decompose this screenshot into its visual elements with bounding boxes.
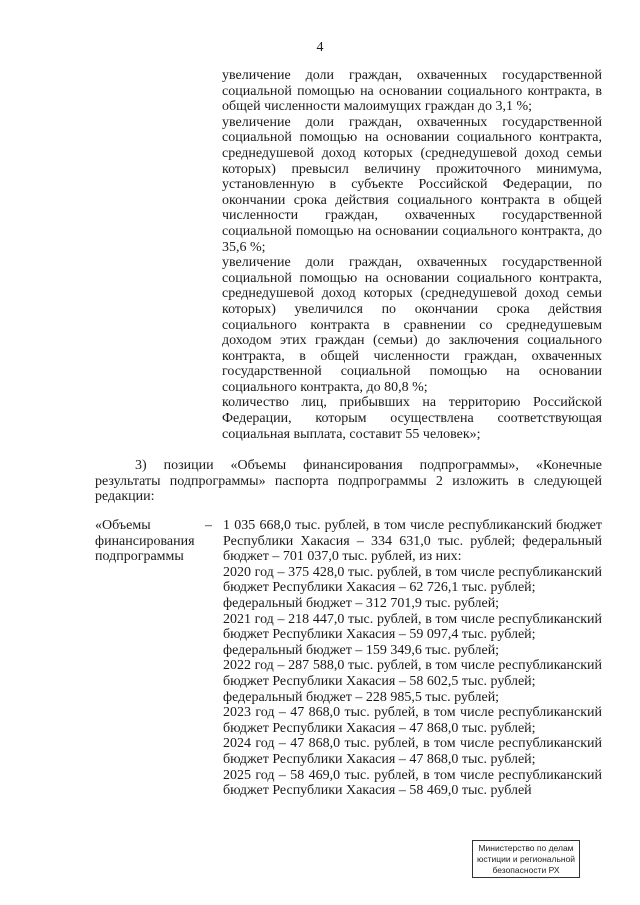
list-item: увеличение доли граждан, охваченных государственной социальной помощью на основании социального контракта, среднедушевой доход которых (среднедушевой доход семьи которых) превысил величину прожиточного минимума, установленную в субъекте Российской Федерации, по окончании срока действия социального контракта в общей численности граждан, охваченных государственной социальной помощью на основании социального контракта, до 35,6 %; bbox=[222, 114, 602, 255]
stamp-line: Министерство по делам bbox=[478, 843, 574, 853]
indented-list bbox=[222, 68, 602, 442]
funding-line: 2025 год – 58 469,0 тыс. рублей, в том числе республиканский бюджет Республики Хакасия – 58 469,0 тыс. рублей bbox=[223, 767, 602, 799]
passport-dash: – bbox=[205, 518, 212, 533]
funding-line: 1 035 668,0 тыс. рублей, в том числе республиканский бюджет Республики Хакасия – 334 631,0 тыс. рублей; федеральный бюджет – 701 037,0 тыс. рублей, из них: bbox=[223, 518, 602, 565]
list-item: увеличение доли граждан, охваченных государственной социальной помощью на основании социального контракта, в общей численности малоимущих граждан до 3,1 %; bbox=[222, 68, 602, 115]
funding-line: 2020 год – 375 428,0 тыс. рублей, в том числе республиканский бюджет Республики Хакасия – 62 726,1 тыс. рублей; bbox=[223, 564, 602, 596]
stamp-line: юстиции и региональной bbox=[476, 854, 576, 864]
funding-line: 2021 год – 218 447,0 тыс. рублей, в том числе республиканский бюджет Республики Хакасия – 59 097,4 тыс. рублей; bbox=[223, 611, 602, 643]
funding-line: федеральный бюджет – 312 701,9 тыс. рублей; bbox=[223, 595, 500, 611]
funding-line: федеральный бюджет – 228 985,5 тыс. рублей; bbox=[223, 689, 500, 705]
passport-label: «Объемы финансирования подпрограммы bbox=[95, 518, 195, 565]
page-number: 4 bbox=[316, 40, 324, 55]
funding-line: 2024 год – 47 868,0 тыс. рублей, в том числе республиканский бюджет Республики Хакасия – 47 868,0 тыс. рублей; bbox=[223, 736, 602, 767]
stamp-line: безопасности РХ bbox=[492, 865, 560, 875]
list-item: количество лиц, прибывших на территорию Российской Федерации, которым осуществлена соответствующая социальная выплата, составит 55 человек»; bbox=[222, 395, 602, 442]
funding-line: 2022 год – 287 588,0 тыс. рублей, в том числе республиканский бюджет Республики Хакасия – 58 602,5 тыс. рублей; bbox=[223, 658, 602, 689]
section-3-paragraph: 3) позиции «Объемы финансирования подпрограммы», «Конечные результаты подпрограммы» паспорта подпрограммы 2 изложить в следующей редакции: bbox=[95, 458, 602, 505]
passport-body bbox=[223, 518, 602, 799]
funding-line: федеральный бюджет – 159 349,6 тыс. рублей; bbox=[223, 642, 500, 658]
funding-line: 2023 год – 47 868,0 тыс. рублей, в том числе республиканский бюджет Республики Хакасия – 47 868,0 тыс. рублей; bbox=[223, 705, 602, 736]
list-item: увеличение доли граждан, охваченных государственной социальной помощью на основании социального контракта, среднедушевой доход которых (среднедушевой доход семьи которых) увеличился по окончании срока действия социального контракта в сравнении со среднедушевым доходом этих граждан (семьи) до заключения социального контракта, в общей численности граждан, охваченных государственной социальной помощью на основании социального контракта, до 80,8 %; bbox=[222, 255, 602, 395]
ministry-stamp bbox=[472, 840, 580, 878]
